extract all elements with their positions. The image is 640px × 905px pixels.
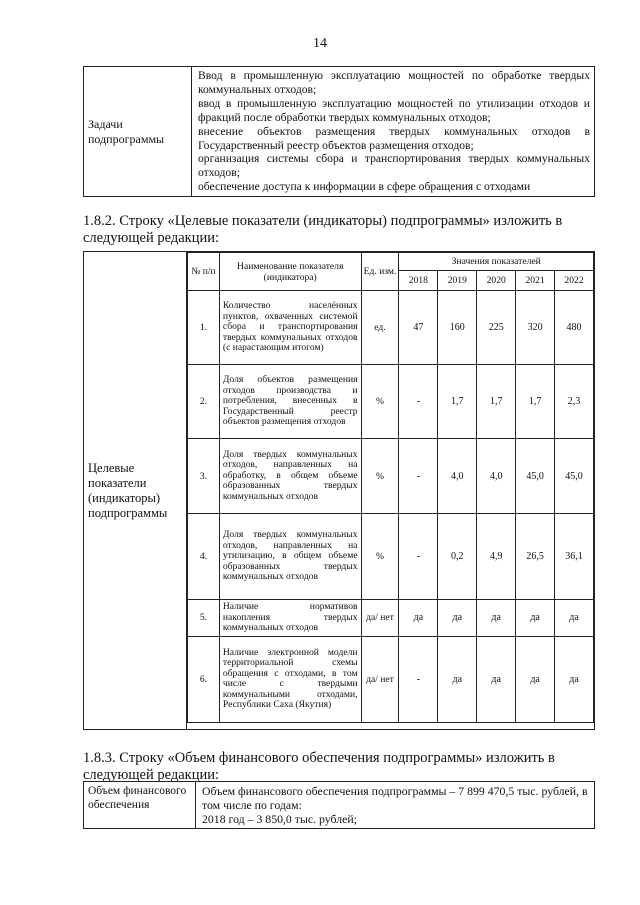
- row-value: да: [477, 600, 516, 637]
- row-value: 4,0: [438, 439, 477, 514]
- row-unit: да/ нет: [361, 636, 399, 722]
- row-value: 1,7: [516, 365, 555, 439]
- finance-label: Объем финансового обеспечения: [84, 782, 196, 829]
- row-unit: %: [361, 365, 399, 439]
- row-unit: ед.: [361, 291, 399, 365]
- header-num: № п/п: [188, 253, 220, 291]
- header-year: 2019: [438, 271, 477, 291]
- row-value: да: [516, 600, 555, 637]
- row-value: 36,1: [555, 514, 594, 600]
- row-value: 45,0: [555, 439, 594, 514]
- row-value: 4,9: [477, 514, 516, 600]
- row-value: -: [399, 365, 438, 439]
- row-value: 1,7: [438, 365, 477, 439]
- row-name: Количество населённых пунктов, охваченных системой сбора и транспортирования твердых коммунальных отходов (с нарастающим итогом): [219, 291, 361, 365]
- row-value: да: [477, 636, 516, 722]
- row-name: Наличие электронной модели территориальной схемы обращения с отходами, в том числе с твердыми коммунальными отходами, Республики Саха (Якутия): [219, 636, 361, 722]
- header-name: Наименование показателя (индикатора): [219, 253, 361, 291]
- indicators-outer-table: [83, 251, 595, 730]
- row-num: 6.: [188, 636, 220, 722]
- tasks-line: внесение объектов размещения твердых коммунальных отходов в Государственный реестр объектов размещения отходов;: [198, 124, 590, 152]
- tasks-table: [83, 66, 595, 197]
- table-row: [188, 439, 594, 514]
- row-name: Доля твердых коммунальных отходов, направленных на утилизацию, в общем объеме образованных твердых коммунальных отходов: [219, 514, 361, 600]
- tasks-line: Ввод в промышленную эксплуатацию мощностей по обработке твердых коммунальных отходов;: [198, 69, 590, 96]
- row-value: -: [399, 514, 438, 600]
- row-unit: да/ нет: [361, 600, 399, 637]
- row-value: 1,7: [477, 365, 516, 439]
- row-value: 2,3: [555, 365, 594, 439]
- header-year: 2021: [516, 271, 555, 291]
- header-year: 2022: [555, 271, 594, 291]
- header-values: Значения показателей: [399, 253, 594, 271]
- row-value: 0,2: [438, 514, 477, 600]
- row-value: да: [399, 600, 438, 637]
- row-value: да: [438, 600, 477, 637]
- row-value: 160: [438, 291, 477, 365]
- tasks-line: ввод в промышленную эксплуатацию мощностей по утилизации отходов и фракций после обработки твердых коммунальных отходов;: [198, 96, 590, 124]
- row-unit: %: [361, 439, 399, 514]
- row-num: 1.: [188, 291, 220, 365]
- tasks-label: Задачи подпрограммы: [84, 67, 192, 197]
- paragraph-1-8-3: 1.8.3. Строку «Объем финансового обеспечения подпрограммы» изложить в следующей редакции:: [83, 750, 555, 783]
- header-year: 2020: [477, 271, 516, 291]
- table-row: [188, 291, 594, 365]
- header-year: 2018: [399, 271, 438, 291]
- row-num: 4.: [188, 514, 220, 600]
- row-name: Доля твердых коммунальных отходов, направленных на обработку, в общем объеме образованных твердых коммунальных отходов: [219, 439, 361, 514]
- table-row: [188, 514, 594, 600]
- row-value: 47: [399, 291, 438, 365]
- row-num: 3.: [188, 439, 220, 514]
- table-row: [188, 365, 594, 439]
- row-num: 2.: [188, 365, 220, 439]
- table-row: [188, 600, 594, 637]
- row-value: да: [555, 600, 594, 637]
- row-value: 225: [477, 291, 516, 365]
- page-number: 14: [313, 36, 327, 51]
- finance-text: [196, 782, 595, 829]
- row-value: да: [516, 636, 555, 722]
- finance-line: Объем финансового обеспечения подпрограммы – 7 899 470,5 тыс. рублей, в том числе по годам:: [202, 784, 588, 812]
- tasks-line: обеспечение доступа к информации в сфере обращения с отходами: [198, 180, 531, 194]
- row-name: Наличие нормативов накопления твердых коммунальных отходов: [219, 600, 361, 637]
- indicators-label: Целевые показатели (индикаторы) подпрограммы: [84, 252, 187, 730]
- row-value: -: [399, 439, 438, 514]
- row-name: Доля объектов размещения отходов производства и потребления, внесенных в Государственный реестр объектов размещения отходов: [219, 365, 361, 439]
- row-value: 4,0: [477, 439, 516, 514]
- indicators-table: [187, 252, 594, 723]
- row-value: да: [438, 636, 477, 722]
- finance-table: [83, 781, 595, 829]
- row-value: -: [399, 636, 438, 722]
- row-value: 480: [555, 291, 594, 365]
- header-unit: Ед. изм.: [361, 253, 399, 291]
- row-unit: %: [361, 514, 399, 600]
- finance-line: 2018 год – 3 850,0 тыс. рублей;: [202, 812, 357, 826]
- row-value: 26,5: [516, 514, 555, 600]
- row-num: 5.: [188, 600, 220, 637]
- tasks-text: [192, 67, 595, 197]
- row-value: да: [555, 636, 594, 722]
- row-value: 45,0: [516, 439, 555, 514]
- tasks-line: организация системы сбора и транспортирования твердых коммунальных отходов;: [198, 152, 590, 180]
- row-value: 320: [516, 291, 555, 365]
- table-row: [188, 636, 594, 722]
- paragraph-1-8-2: 1.8.2. Строку «Целевые показатели (индикаторы) подпрограммы» изложить в следующей редакции:: [83, 213, 563, 246]
